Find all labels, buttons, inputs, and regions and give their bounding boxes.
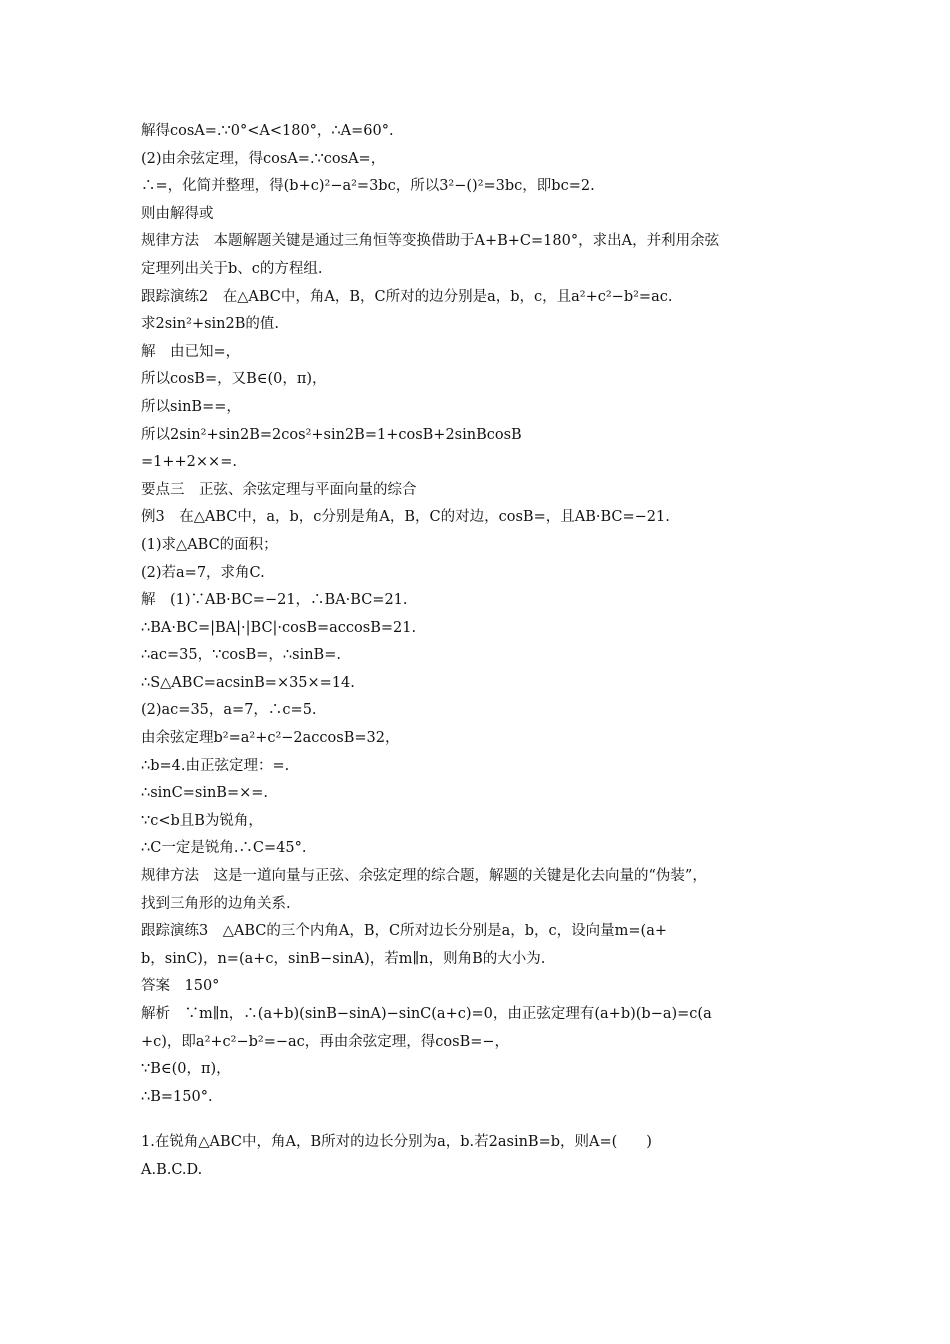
text-line: ∴S△ABC=acsinB=×35×=14.: [141, 674, 355, 691]
exercise-heading: 跟踪演练3 △ABC的三个内角A，B，C所对边长分别是a，b，c，设向量m=(a+: [141, 923, 667, 940]
question-options: A.B.C.D.: [141, 1161, 203, 1178]
text-line: =1++2××=.: [141, 454, 237, 471]
text-line: ∵B∈(0，π)，: [141, 1061, 231, 1078]
text-line: ∴B=150°.: [141, 1088, 213, 1105]
example-heading: 例3 在△ABC中，a，b，c分别是角A，B，C的对边，cosB=，且AB·BC=−21.: [141, 509, 670, 526]
method-note: 规律方法 本题解题关键是通过三角恒等变换借助于A+B+C=180°，求出A，并利用余弦: [141, 233, 720, 250]
text-line: 由余弦定理b²=a²+c²−2accosB=32，: [141, 730, 400, 747]
text-line: ∴ac=35，∵cosB=，∴sinB=.: [141, 647, 341, 664]
text-line: ∴=，化简并整理，得(b+c)²−a²=3bc，所以3²−()²=3bc，即bc=2.: [141, 178, 595, 195]
text-line: ∴BA·BC=|BA|·|BC|·cosB=accosB=21.: [141, 619, 417, 636]
text-line: (2)ac=35，a=7，∴c=5.: [141, 702, 317, 719]
text-line: 所以sinB==，: [141, 398, 241, 415]
text-line: (2)若a=7，求角C.: [141, 564, 265, 581]
section-heading: 要点三 正弦、余弦定理与平面向量的综合: [141, 481, 417, 498]
text-line: 解 由已知=，: [141, 343, 241, 360]
method-note: 规律方法 这是一道向量与正弦、余弦定理的综合题，解题的关键是化去向量的“伪装”，: [141, 868, 707, 885]
text-line: 解 (1)∵AB·BC=−21，∴BA·BC=21.: [141, 592, 408, 609]
answer-line: 答案 150°: [141, 978, 220, 995]
text-line: 所以cosB=，又B∈(0，π)，: [141, 371, 327, 388]
text-line: (2)由余弦定理，得cosA=.∵cosA=，: [141, 150, 386, 167]
text-line: ∴C一定是锐角.∴C=45°.: [141, 840, 307, 857]
exercise-heading: 跟踪演练2 在△ABC中，角A，B，C所对的边分别是a，b，c，且a²+c²−b²=ac.: [141, 288, 673, 305]
method-note: 定理列出关于b、c的方程组.: [141, 260, 323, 277]
text-line: 求2sin²+sin2B的值.: [141, 316, 280, 333]
text-line: ∴sinC=sinB=×=.: [141, 785, 269, 802]
method-note: 找到三角形的边角关系.: [141, 895, 291, 912]
paragraph-gap: [141, 1111, 821, 1129]
text-line: 则由解得或: [141, 205, 214, 222]
text-line: (1)求△ABC的面积；: [141, 536, 278, 553]
document-body: [141, 118, 821, 1185]
text-line: b，sinC)，n=(a+c，sinB−sinA)，若m∥n，则角B的大小为.: [141, 950, 546, 967]
text-line: ∵c<b且B为锐角，: [141, 812, 263, 829]
text-line: ∴b=4.由正弦定理：=.: [141, 757, 290, 774]
text-line: 所以2sin²+sin2B=2cos²+sin2B=1+cosB+2sinBcosB: [141, 426, 522, 443]
text-line: 解得cosA=.∵0°<A<180°，∴A=60°.: [141, 123, 394, 139]
text-line: +c)，即a²+c²−b²=−ac，再由余弦定理，得cosB=−，: [141, 1033, 510, 1050]
analysis-line: 解析 ∵m∥n，∴(a+b)(sinB−sinA)−sinC(a+c)=0，由正弦定理有(a+b)(b−a)=c(a: [141, 1006, 712, 1022]
question-line: 1.在锐角△ABC中，角A，B所对的边长分别为a，b.若2asinB=b，则A=( ): [141, 1134, 652, 1151]
